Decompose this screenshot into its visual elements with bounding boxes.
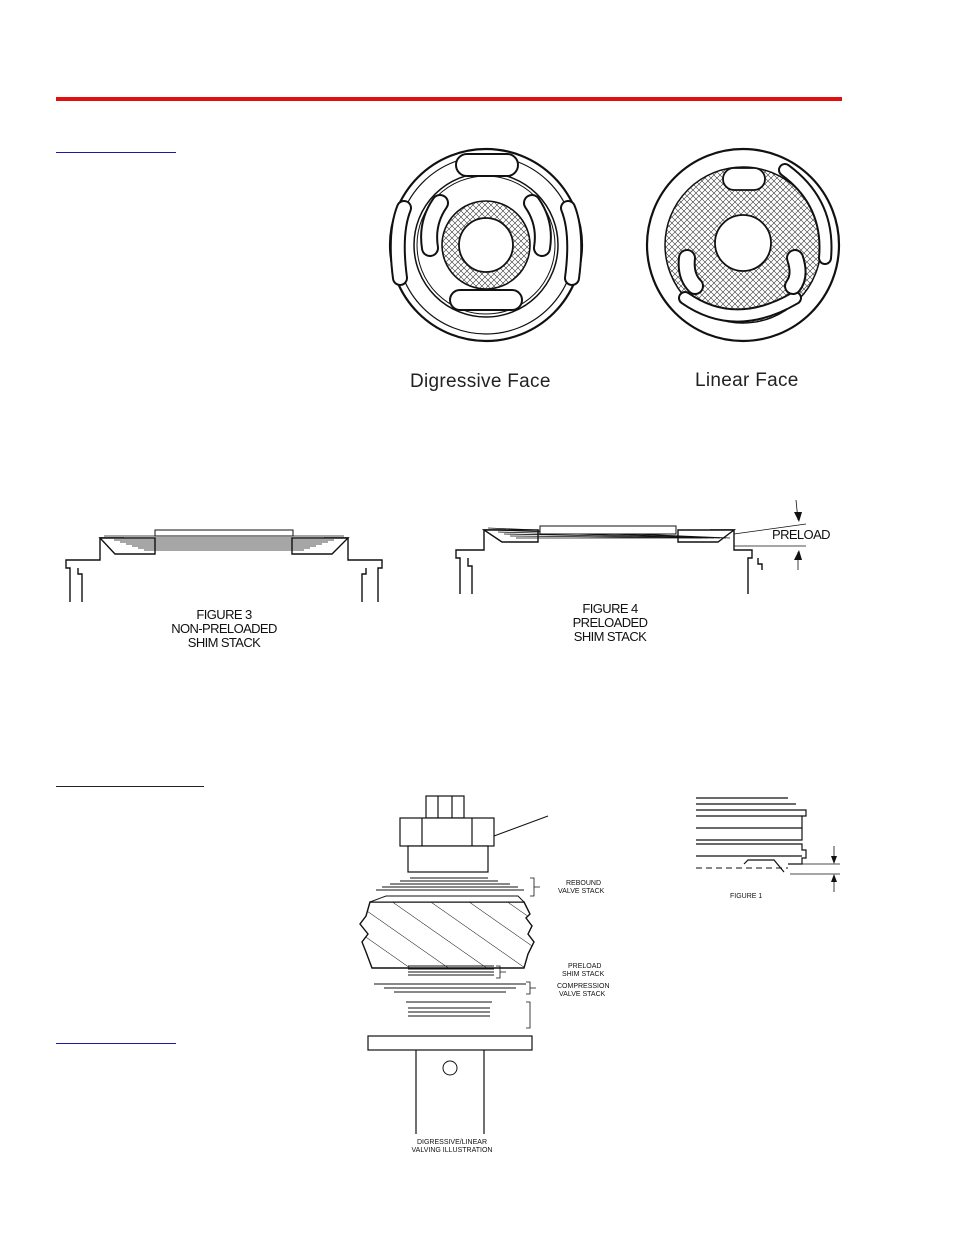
rebound-label-line1: REBOUND: [566, 880, 602, 887]
figure1-detail-diagram: [694, 792, 844, 892]
valving-illustration-title: [392, 1139, 512, 1155]
linear-face-caption: Linear Face: [695, 370, 799, 391]
section-link-3[interactable]: [56, 1043, 176, 1044]
figure4-line1: FIGURE 4: [582, 601, 638, 616]
section-link-2[interactable]: [56, 786, 204, 787]
linear-face-illustration: [645, 148, 845, 348]
compression-label-line1: COMPRESSION: [557, 983, 610, 990]
digressive-face-caption: Digressive Face: [410, 371, 551, 392]
digressive-face-illustration: [386, 148, 586, 348]
valving-title-line1: DIGRESSIVE/LINEAR: [416, 1139, 488, 1146]
compression-label-line2: VALVE STACK: [559, 991, 606, 998]
figure4-preload-label: PRELOAD: [772, 527, 830, 542]
rebound-stack-label: [558, 880, 604, 896]
figure4-line2: PRELOADED: [572, 615, 648, 630]
valving-assembly-diagram: [350, 792, 560, 1142]
preload-shim-stack-label: [562, 963, 604, 979]
figure4-caption: [545, 602, 675, 644]
figure3-line1: FIGURE 3: [196, 607, 252, 622]
figure3-caption: [150, 608, 298, 650]
preload-shim-label-line1: PRELOAD: [568, 963, 602, 970]
figure3-line2: NON-PRELOADED: [171, 621, 277, 636]
figure1-label: FIGURE 1: [730, 893, 763, 900]
figure3-line3: SHIM STACK: [187, 635, 261, 650]
rebound-label-line2: VALVE STACK: [558, 888, 605, 895]
figure3-shim-stack-diagram: [60, 520, 390, 610]
preload-shim-label-line2: SHIM STACK: [562, 971, 605, 978]
section-link-1[interactable]: [56, 152, 176, 153]
figure4-line3: SHIM STACK: [573, 629, 647, 644]
figure4-shim-stack-diagram: [450, 496, 840, 600]
compression-stack-label: [557, 983, 610, 999]
header-rule: [56, 97, 842, 101]
valving-title-line2: VALVING ILLUSTRATION: [411, 1147, 493, 1154]
